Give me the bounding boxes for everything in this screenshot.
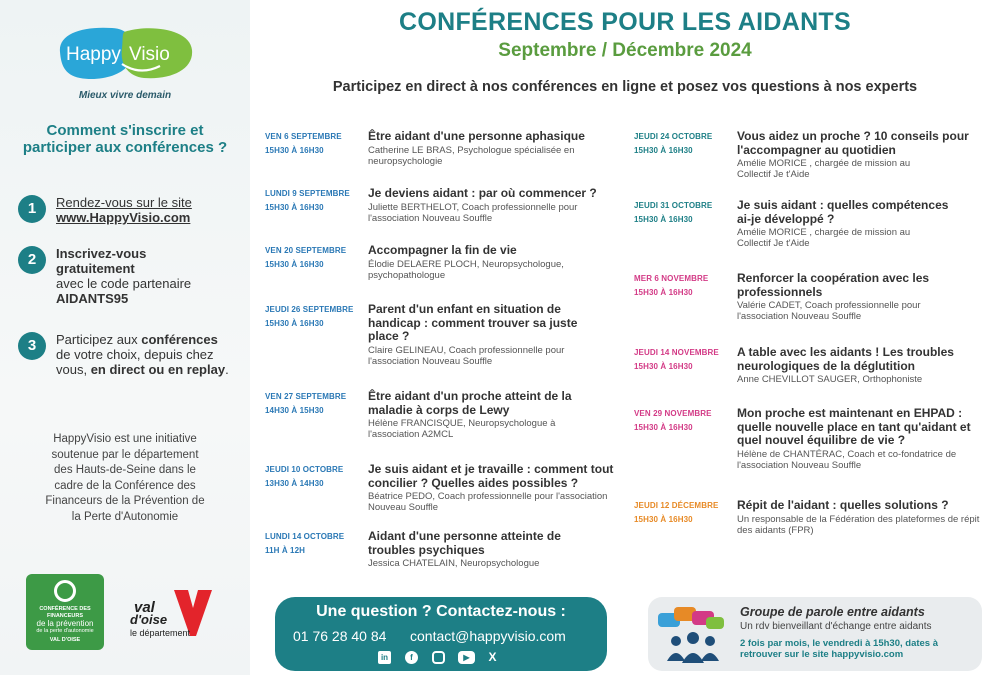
step-number: 1 [18,195,46,223]
contact-box [275,597,607,671]
conference-speaker: Jessica CHATELAIN, Neuropsychologue [368,558,540,569]
step-1-text: Rendez-vous sur le site [56,195,192,210]
conference-speaker: Élodie DELAERE PLOCH, Neuropsychologue, psychopathologue [368,258,564,281]
conference-title: Être aidant d'une personne aphasique [368,129,585,143]
conference-time: 15H30 À 16H30 [634,215,693,224]
conference-title: A table avec les aidants ! Les troubles neurologiques de la déglutition [737,345,954,373]
group-info: 2 fois par mois, le vendredi à 15h30, dates à retrouver sur le site happyvisio.com [740,638,939,660]
conference-date: JEUDI 12 DÉCEMBRE [634,501,719,510]
contact-phone[interactable]: 01 76 28 40 84 [293,628,387,644]
conference-date: JEUDI 26 SEPTEMBRE [265,305,354,314]
youtube-icon[interactable]: ▶ [458,651,475,664]
conference-speaker: Claire GELINEAU, Coach professionnelle pour l'association Nouveau Souffle [368,344,565,367]
conference-title: Je deviens aidant : par où commencer ? [368,186,597,200]
step-2-heading: Inscrivez-vous gratuitement [56,246,147,276]
happyvisio-logo [52,22,197,84]
support-text: HappyVisio est une initiative soutenue par le département des Hauts-de-Seine dans le cadre de la Conférence des Financeurs de la Prévention de la Perte d'Autonomie [45,433,205,523]
conference-date: LUNDI 9 SEPTEMBRE [265,189,350,198]
step-number: 3 [18,332,46,360]
conference-date: VEN 6 SEPTEMBRE [265,132,342,141]
contact-title: Une question ? Contactez-nous : [316,603,566,620]
conference-speaker: Hélène de CHANTÉRAC, Coach et co-fondatrice de l'association Nouveau Souffle [737,448,957,471]
partner-code: AIDANTS95 [56,291,129,306]
conference-title: Renforcer la coopération avec les professionnels [737,271,930,299]
conference-time: 15H30 À 16H30 [265,146,324,155]
sidebar [0,0,250,675]
conference-date: VEN 20 SEPTEMBRE [265,246,347,255]
conference-time: 15H30 À 16H30 [265,319,324,328]
conference-date: LUNDI 14 OCTOBRE [265,532,345,541]
howto-title: Comment s'inscrire et participer aux conférences ? [22,122,228,156]
logo-text-visio: Visio [129,44,170,65]
conference-time: 14H30 À 15H30 [265,406,324,415]
discussion-group-box [648,597,982,671]
conference-time: 15H30 À 16H30 [634,515,693,524]
conference-date: VEN 29 NOVEMBRE [634,409,712,418]
logo-text-happy: Happy [66,44,121,65]
x-icon[interactable]: X [488,650,497,664]
val-doise-logo: val d'oise le département [130,590,220,642]
discussion-group-icon [656,605,730,665]
conference-speaker: Valérie CADET, Coach professionnelle pour l'association Nouveau Souffle [737,300,921,322]
conference-title: Être aidant d'un proche atteint de la maladie à corps de Lewy [368,389,572,417]
intro-text: Participez en direct à nos conférences en ligne et posez vos questions à nos experts [332,79,918,95]
tagline: Mieux vivre demain [78,90,172,101]
conference-title: Je suis aidant et je travaille : comment tout concilier ? Quelles aides possibles ? [368,462,614,490]
facebook-icon[interactable]: f [405,651,418,664]
conference-speaker: Béatrice PEDO, Coach professionnelle pour l'association Nouveau Souffle [368,491,608,513]
website-link[interactable]: www.HappyVisio.com [56,210,191,225]
conference-speaker: Un responsable de la Fédération des plateformes de répit des aidants (FPR) [737,513,980,536]
conference-date: VEN 27 SEPTEMBRE [265,392,347,401]
conference-title: Vous aidez un proche ? 10 conseils pour l'accompagner au quotidien [737,129,969,157]
instagram-icon[interactable] [432,651,445,664]
group-subtitle: Un rdv bienveillant d'échange entre aidants [740,621,932,632]
conference-speaker: Juliette BERTHELOT, Coach professionnelle pour l'association Nouveau Souffle [368,201,578,224]
step-3 [18,332,243,396]
page-subtitle: Septembre / Décembre 2024 [498,40,752,61]
conference-date: MER 6 NOVEMBRE [634,274,709,283]
cfppa-logo: CONFÉRENCE DES FINANCEURS de la prévention de la perte d'autonomie VAL D'OISE [26,574,104,650]
group-title: Groupe de parole entre aidants [740,605,925,619]
conference-time: 11H À 12H [265,546,306,555]
step-1 [18,195,243,237]
conference-time: 15H30 À 16H30 [265,203,324,212]
conference-date: JEUDI 31 OCTOBRE [634,201,713,210]
page-title: CONFÉRENCES POUR LES AIDANTS [399,8,851,36]
conference-speaker: Amélie MORICE , chargée de mission au Collectif Je t'Aide [737,158,911,180]
conference-speaker: Amélie MORICE , chargée de mission au Collectif Je t'Aide [737,227,911,249]
conference-title: Accompagner la fin de vie [368,243,517,257]
conference-title: Répit de l'aidant : quelles solutions ? [737,498,949,512]
conference-date: JEUDI 24 OCTOBRE [634,132,713,141]
conference-time: 15H30 À 16H30 [634,362,693,371]
step-2 [18,246,243,310]
cfppa-emblem-icon [54,580,76,602]
conference-speaker: Catherine LE BRAS, Psychologue spécialisée en neuropsychologie [368,144,575,167]
conference-speaker: Hélène FRANCISQUE, Neuropsychologue à l'association A2MCL [368,418,556,440]
conference-title: Aidant d'une personne atteinte de troubles psychiques [368,529,561,557]
conference-time: 13H30 À 14H30 [265,479,324,488]
conference-speaker: Anne CHEVILLOT SAUGER, Orthophoniste [737,374,923,385]
conference-time: 15H30 À 16H30 [265,260,324,269]
step-3-text: Participez aux conférences de votre choix, depuis chez vous, en direct ou en replay. [56,332,229,377]
social-links [378,651,508,665]
conference-time: 15H30 À 16H30 [634,288,693,297]
conference-date: JEUDI 10 OCTOBRE [265,465,344,474]
step-number: 2 [18,246,46,274]
conference-time: 15H30 À 16H30 [634,146,693,155]
conference-title: Mon proche est maintenant en EHPAD : quelle nouvelle place en tant qu'aidant et quel nouvel équilibre de vie ? [737,406,971,447]
contact-email[interactable]: contact@happyvisio.com [410,628,566,644]
conference-date: JEUDI 14 NOVEMBRE [634,348,719,357]
linkedin-icon[interactable]: in [378,651,391,664]
conference-time: 15H30 À 16H30 [634,423,693,432]
step-2-text: avec le code partenaire [56,276,192,291]
conference-title: Parent d'un enfant en situation de handicap : comment trouver sa juste place ? [368,302,578,343]
conference-title: Je suis aidant : quelles compétences ai-je développé ? [737,198,949,226]
